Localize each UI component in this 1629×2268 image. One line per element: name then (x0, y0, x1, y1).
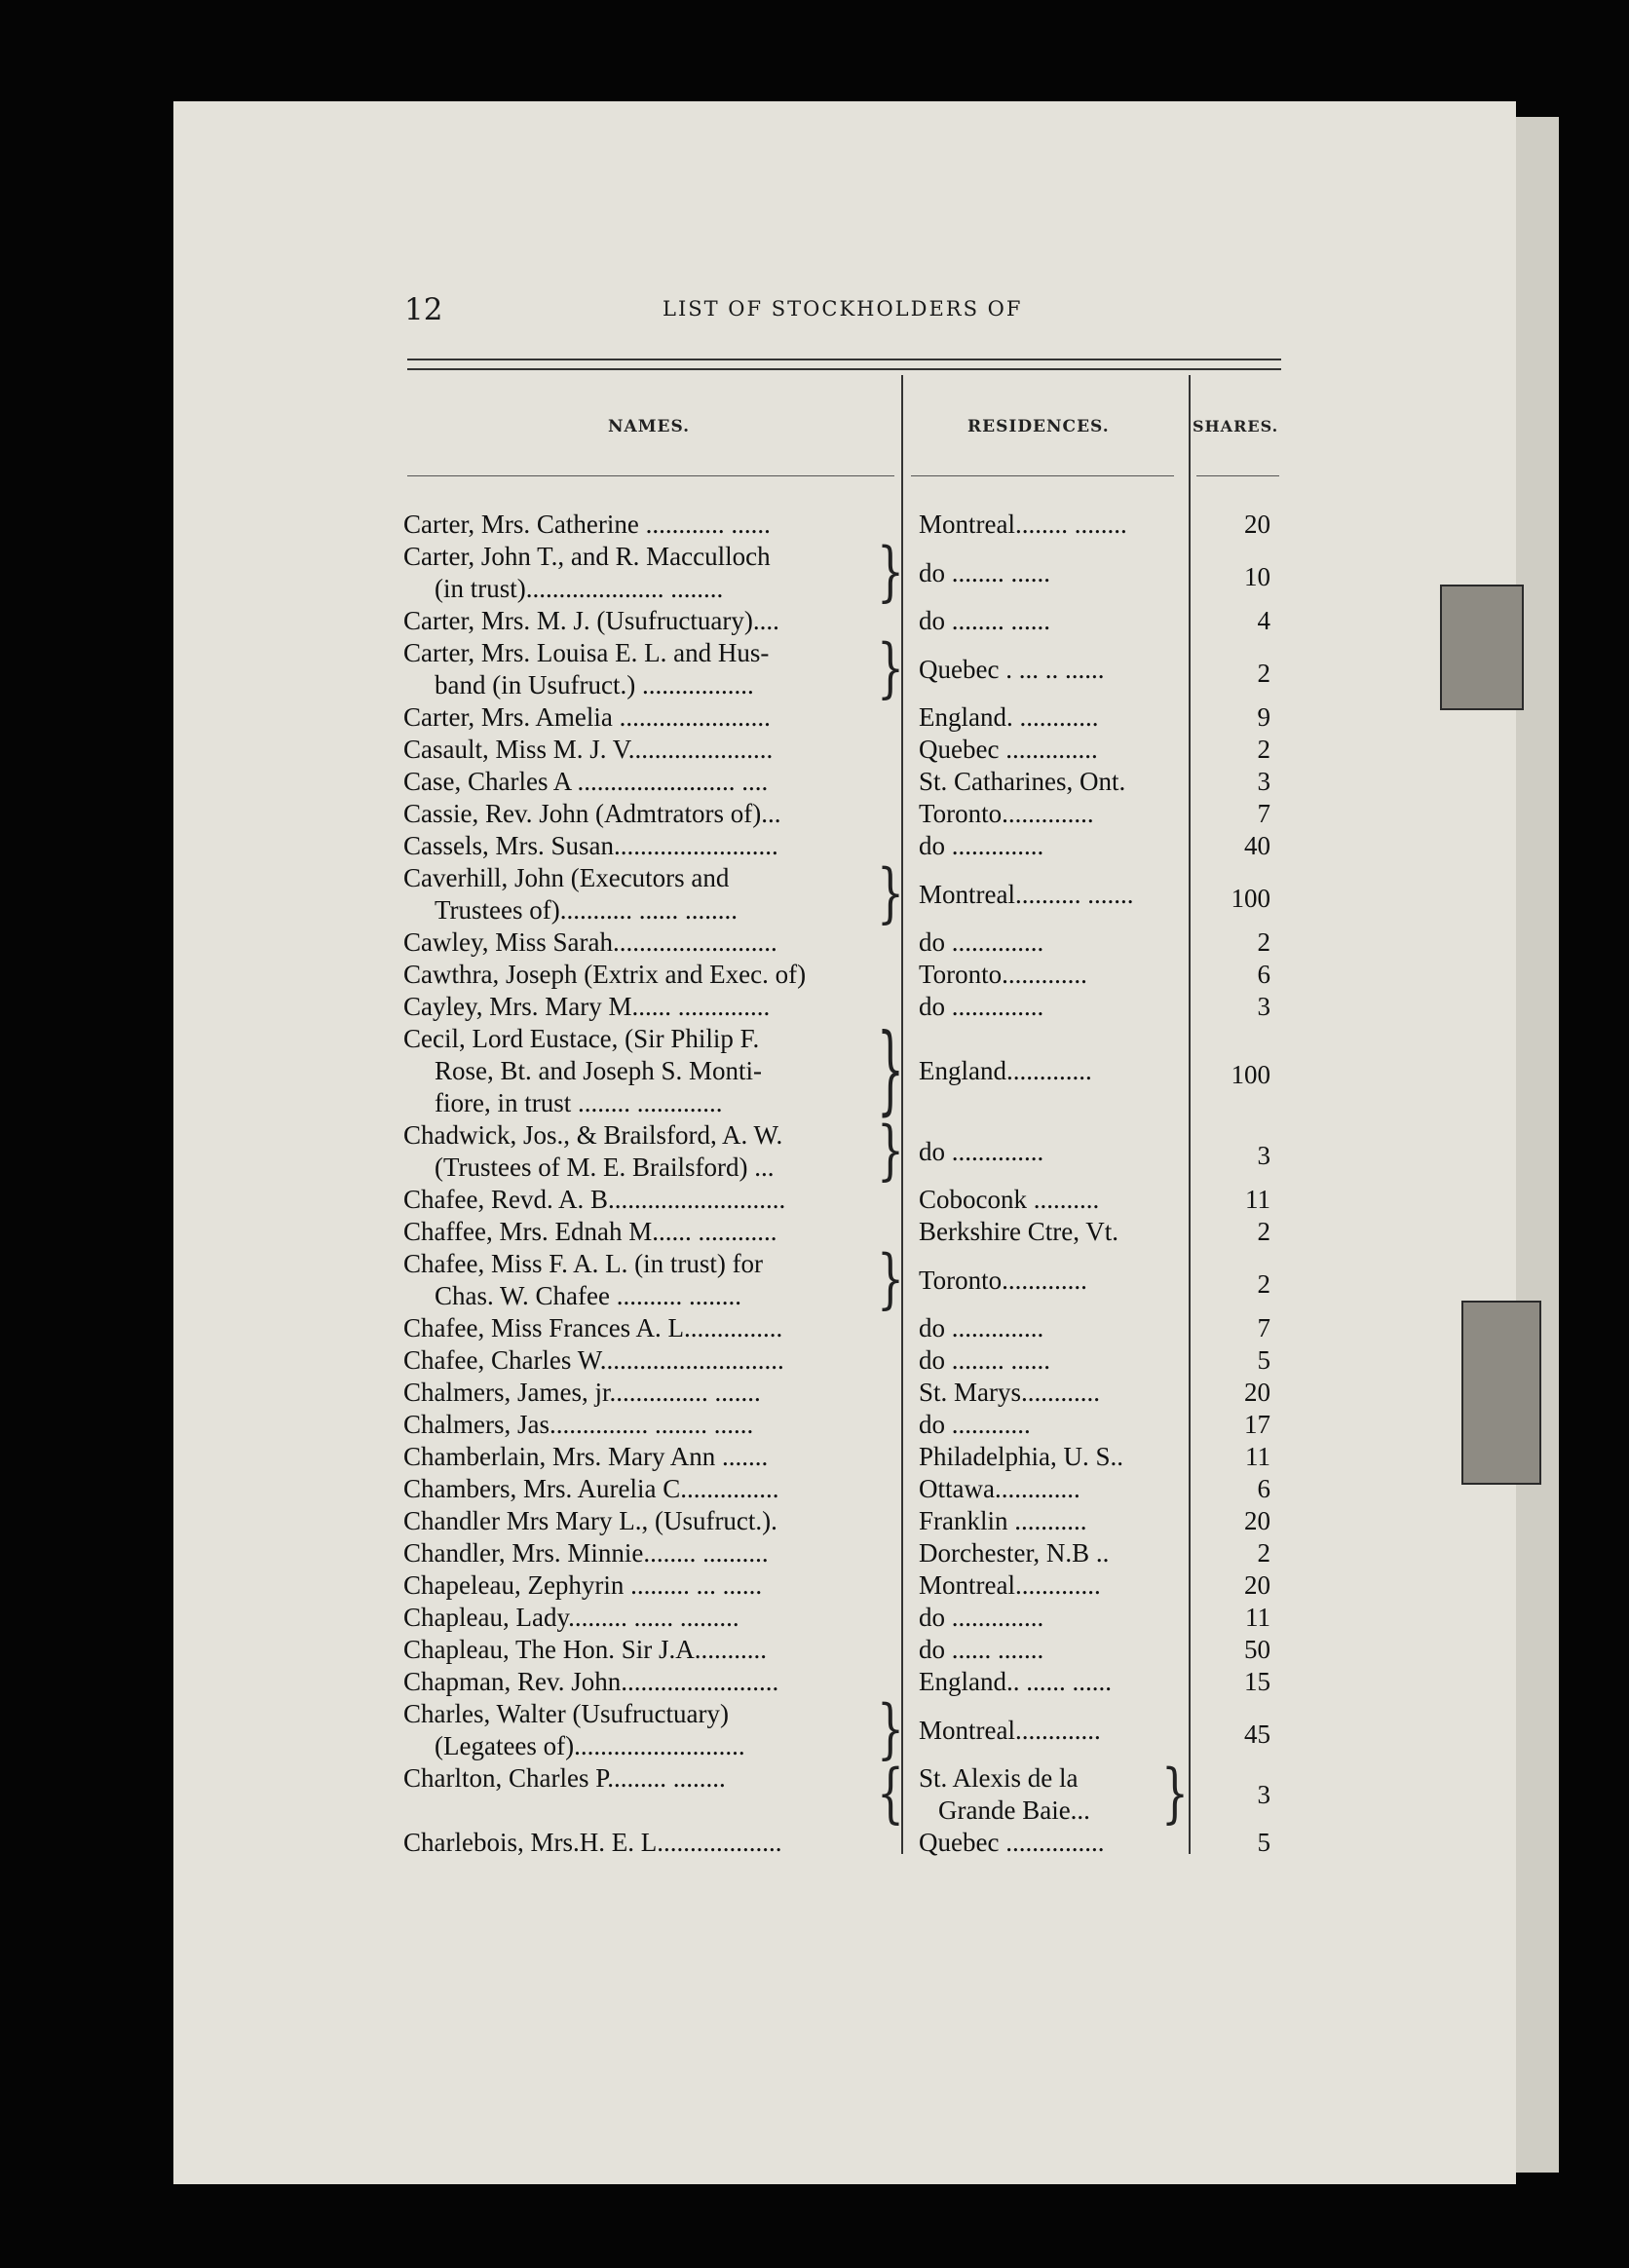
stockholder-name (403, 926, 890, 959)
stockholder-name (403, 509, 890, 541)
residence (919, 1666, 1187, 1698)
share-count: 6 (1257, 1474, 1270, 1503)
name-line: Chafee, Miss F. A. L. (in trust) for (403, 1249, 764, 1278)
share-count: 2 (1257, 1538, 1270, 1568)
residence (919, 1441, 1187, 1473)
brace-mark: } (877, 856, 904, 931)
table-row (0, 1473, 1629, 1505)
table-row (0, 701, 1629, 734)
residence (919, 991, 1187, 1023)
name-line-continued: (Legatees of).......................... (435, 1731, 745, 1760)
table-row (0, 1537, 1629, 1569)
residence-line: do ...... ....... (919, 1635, 1044, 1664)
name-line: Carter, Mrs. Louisa E. L. and Hus- (403, 638, 770, 667)
stockholder-name (403, 1569, 890, 1602)
share-count: 20 (1244, 510, 1270, 539)
column-rule-names (407, 475, 894, 476)
table-row (0, 959, 1629, 991)
share-count: 7 (1257, 799, 1270, 828)
share-count: 2 (1257, 927, 1270, 957)
share-count: 2 (1257, 1217, 1270, 1246)
residence (919, 1377, 1187, 1409)
residence-line: Quebec ............... (919, 1828, 1105, 1857)
share-count: 11 (1245, 1603, 1270, 1632)
residence (919, 1055, 1187, 1087)
name-line: Cayley, Mrs. Mary M...... .............. (403, 992, 771, 1021)
residence (919, 1473, 1187, 1505)
brace-mark: { (877, 1757, 904, 1832)
name-line: Chadwick, Jos., & Brailsford, A. W. (403, 1120, 783, 1150)
name-line: Casault, Miss M. J. V...................... (403, 735, 774, 764)
column-header-shares: SHARES. (1193, 417, 1279, 435)
share-count: 5 (1257, 1828, 1270, 1857)
stockholder-name (403, 541, 890, 605)
stockholder-name (403, 1184, 890, 1216)
stockholder-name (403, 1505, 890, 1537)
share-count: 100 (1231, 1060, 1270, 1089)
name-line-continued: Chas. W. Chafee .......... ........ (435, 1281, 741, 1310)
stockholder-name (403, 637, 890, 701)
name-line: Charles, Walter (Usufructuary) (403, 1699, 729, 1728)
stockholder-name (403, 991, 890, 1023)
stockholder-name (403, 1698, 890, 1762)
name-line: Chafee, Revd. A. B........................... (403, 1185, 786, 1214)
residence (919, 605, 1187, 637)
column-rule-residences (911, 475, 1174, 476)
table-row (0, 1242, 1629, 1317)
name-line-continued: Trustees of)........... ...... ........ (435, 895, 739, 925)
residence-line: Berkshire Ctre, Vt. (919, 1217, 1118, 1246)
header-rule-top (407, 359, 1281, 360)
share-count: 2 (1257, 658, 1270, 688)
residence-line: St. Alexis de la (919, 1763, 1079, 1793)
stockholder-name (403, 830, 890, 862)
residence-line: Toronto............. (919, 960, 1087, 989)
residence-line: do ........ ...... (919, 1345, 1050, 1375)
share-count: 2 (1257, 1268, 1270, 1299)
name-line: Chambers, Mrs. Aurelia C............... (403, 1474, 779, 1503)
residence (919, 1569, 1187, 1602)
share-count: 10 (1244, 561, 1270, 591)
name-line: Chapleau, Lady......... ...... ......... (403, 1603, 739, 1632)
residence-line: Dorchester, N.B .. (919, 1538, 1110, 1568)
name-line-continued: band (in Usufruct.) ................. (435, 670, 754, 699)
name-line: Chalmers, Jas............... ........ ...... (403, 1410, 754, 1439)
share-count: 3 (1257, 767, 1270, 796)
brace-mark: } (877, 1114, 904, 1189)
residence-line: do .............. (919, 992, 1044, 1021)
name-line: Chandler, Mrs. Minnie........ .......... (403, 1538, 769, 1568)
share-count: 5 (1257, 1345, 1270, 1375)
table-row (0, 535, 1629, 610)
residence-line: Montreal............. (919, 1715, 1101, 1745)
table-row (0, 1344, 1629, 1377)
residence (919, 959, 1187, 991)
residence (919, 654, 1187, 686)
share-count: 3 (1257, 1779, 1270, 1809)
stockholder-name (403, 1248, 890, 1312)
stockholder-name (403, 1377, 890, 1409)
name-line-continued: (Trustees of M. E. Brailsford) ... (435, 1153, 775, 1182)
table-row (0, 1666, 1629, 1698)
residence (919, 1216, 1187, 1248)
residence-line: Montreal............. (919, 1570, 1101, 1600)
share-count: 20 (1244, 1506, 1270, 1535)
name-line-continued: Rose, Bt. and Joseph S. Monti- (435, 1056, 763, 1085)
table-row (0, 1114, 1629, 1189)
share-count: 100 (1231, 883, 1270, 913)
stockholder-name (403, 1666, 890, 1698)
name-line: Carter, Mrs. Catherine ............ ...... (403, 510, 771, 539)
table-row (0, 766, 1629, 798)
name-line: Chamberlain, Mrs. Mary Ann ....... (403, 1442, 769, 1471)
column-header-residences: RESIDENCES. (967, 417, 1110, 436)
share-count: 3 (1257, 992, 1270, 1021)
share-count: 50 (1244, 1635, 1270, 1664)
name-line: Case, Charles A ........................ .... (403, 767, 769, 796)
residence-line: Montreal.......... ....... (919, 879, 1134, 909)
name-line: Chafee, Charles W............................ (403, 1345, 784, 1375)
residence (919, 830, 1187, 862)
brace-mark: } (1161, 1757, 1189, 1832)
table-row (0, 1827, 1629, 1859)
residence-line: Franklin ........... (919, 1506, 1087, 1535)
stockholder-name (403, 862, 890, 926)
residence (919, 1537, 1187, 1569)
brace-mark: } (877, 1242, 904, 1317)
stockholder-name (403, 1537, 890, 1569)
residence (919, 557, 1187, 589)
name-line: Cassie, Rev. John (Admtrators of)... (403, 799, 781, 828)
name-line: Carter, Mrs. Amelia ....................... (403, 702, 771, 732)
residence-line: England............. (919, 1056, 1092, 1085)
table-row (0, 1216, 1629, 1248)
table-row (0, 631, 1629, 706)
table-row (0, 605, 1629, 637)
name-line: Cassels, Mrs. Susan......................... (403, 831, 778, 860)
share-count: 20 (1244, 1378, 1270, 1407)
residence-line: St. Marys............ (919, 1378, 1101, 1407)
table-row (0, 830, 1629, 862)
table-row (0, 1312, 1629, 1344)
name-line: Chaffee, Mrs. Ednah M...... ............ (403, 1217, 777, 1246)
table-row (0, 1377, 1629, 1409)
residence-line: do .............. (919, 1313, 1044, 1342)
table-row (0, 1569, 1629, 1602)
share-count: 6 (1257, 960, 1270, 989)
name-line: Chalmers, James, jr............... ....... (403, 1378, 761, 1407)
residence-line: England. ............ (919, 702, 1099, 732)
stockholder-name (403, 605, 890, 637)
brace-mark: } (877, 535, 904, 610)
residence-line: Coboconk .......... (919, 1185, 1100, 1214)
table-row (0, 1692, 1629, 1767)
residence-line: do .............. (919, 1603, 1044, 1632)
residence (919, 509, 1187, 541)
table-row (0, 798, 1629, 830)
share-count: 7 (1257, 1313, 1270, 1342)
share-count: 4 (1257, 606, 1270, 635)
table-row (0, 1602, 1629, 1634)
stockholder-name (403, 734, 890, 766)
share-count: 15 (1244, 1667, 1270, 1696)
residence-line: do ........ ...... (919, 557, 1050, 587)
name-line: Chapeleau, Zephyrin ......... ... ...... (403, 1570, 763, 1600)
header-rule-bottom (407, 368, 1281, 370)
residence (919, 1505, 1187, 1537)
residence-line: Ottawa............. (919, 1474, 1080, 1503)
residence-line: Quebec .............. (919, 735, 1098, 764)
residence (919, 1136, 1187, 1168)
share-count: 11 (1245, 1442, 1270, 1471)
stockholder-name (403, 1441, 890, 1473)
name-line: Chandler Mrs Mary L., (Usufruct.). (403, 1506, 777, 1535)
name-line: Cecil, Lord Eustace, (Sir Philip F. (403, 1024, 760, 1053)
page-title: LIST OF STOCKHOLDERS OF (663, 297, 1023, 321)
stockholder-name (403, 1634, 890, 1666)
table-row (0, 509, 1629, 541)
residence (919, 1265, 1187, 1297)
share-count: 3 (1257, 1140, 1270, 1170)
residence-line: do .............. (919, 927, 1044, 957)
residence (919, 798, 1187, 830)
stockholder-name (403, 1827, 890, 1859)
residence (919, 1715, 1187, 1747)
residence (919, 1184, 1187, 1216)
table-row (0, 1014, 1629, 1126)
name-line: Charlton, Charles P......... ........ (403, 1763, 726, 1793)
name-line: Chafee, Miss Frances A. L............... (403, 1313, 783, 1342)
stockholder-name (403, 766, 890, 798)
residence-line: Toronto............. (919, 1265, 1087, 1295)
brace-mark: } (877, 631, 904, 706)
name-line: Caverhill, John (Executors and (403, 863, 730, 892)
stockholder-name (403, 959, 890, 991)
column-header-names: NAMES. (608, 417, 691, 436)
residence-line: St. Catharines, Ont. (919, 767, 1126, 796)
residence (919, 1757, 1189, 1832)
share-count: 17 (1244, 1410, 1270, 1439)
name-line: Chapman, Rev. John........................ (403, 1667, 779, 1696)
stockholder-name (403, 1602, 890, 1634)
table-row (0, 1505, 1629, 1537)
brace-mark: } (877, 1692, 904, 1767)
stockholder-name (403, 1023, 890, 1119)
share-count: 2 (1257, 735, 1270, 764)
stockholder-name (403, 701, 890, 734)
table-row (0, 734, 1629, 766)
share-count: 11 (1245, 1185, 1270, 1214)
table-row (0, 856, 1629, 931)
residence-line: Montreal........ ........ (919, 510, 1127, 539)
stockholder-name (403, 1762, 890, 1795)
residence-line: Quebec . ... .. ...... (919, 654, 1105, 684)
residence-line: Toronto.............. (919, 799, 1094, 828)
share-count: 20 (1244, 1570, 1270, 1600)
residence (919, 701, 1187, 734)
table-row (0, 1184, 1629, 1216)
name-line: Cawley, Miss Sarah......................... (403, 927, 777, 957)
residence (919, 734, 1187, 766)
residence (919, 879, 1187, 911)
table-row (0, 991, 1629, 1023)
table-row (0, 1409, 1629, 1441)
stockholder-name (403, 798, 890, 830)
column-rule-shares (1196, 475, 1279, 476)
name-line-continued: fiore, in trust ........ ............. (435, 1088, 723, 1117)
name-line: Chapleau, The Hon. Sir J.A........... (403, 1635, 767, 1664)
name-line: Cawthra, Joseph (Extrix and Exec. of) (403, 960, 807, 989)
share-count: 45 (1244, 1719, 1270, 1749)
residence-line-continued: Grande Baie... (938, 1796, 1090, 1825)
residence-line: do ........ ...... (919, 606, 1050, 635)
residence (919, 1602, 1187, 1634)
residence (919, 766, 1187, 798)
table-row (0, 1634, 1629, 1666)
residence (919, 1312, 1187, 1344)
table-row (0, 926, 1629, 959)
share-count: 9 (1257, 702, 1270, 732)
brace-mark: } (877, 1014, 904, 1126)
name-line: Carter, John T., and R. Macculloch (403, 542, 771, 571)
residence-line: do .............. (919, 831, 1044, 860)
residence (919, 926, 1187, 959)
residence-line: do .............. (919, 1136, 1044, 1166)
stockholder-name (403, 1409, 890, 1441)
page-number: 12 (404, 292, 443, 327)
residence (919, 1409, 1187, 1441)
residence-line: England.. ...... ...... (919, 1667, 1112, 1696)
stockholder-name (403, 1473, 890, 1505)
stockholder-name (403, 1312, 890, 1344)
stockholder-name (403, 1344, 890, 1377)
name-line: Carter, Mrs. M. J. (Usufructuary).... (403, 606, 779, 635)
residence (919, 1344, 1187, 1377)
stockholder-name (403, 1119, 890, 1184)
stockholder-name (403, 1216, 890, 1248)
residence-line: Philadelphia, U. S.. (919, 1442, 1123, 1471)
table-row (0, 1757, 1629, 1832)
residence (919, 1634, 1187, 1666)
table-row (0, 1441, 1629, 1473)
name-line: Charlebois, Mrs.H. E. L................... (403, 1828, 782, 1857)
share-count: 40 (1244, 831, 1270, 860)
name-line-continued: (in trust)..................... ........ (435, 574, 724, 603)
residence (919, 1827, 1187, 1859)
residence-line: do ............ (919, 1410, 1031, 1439)
